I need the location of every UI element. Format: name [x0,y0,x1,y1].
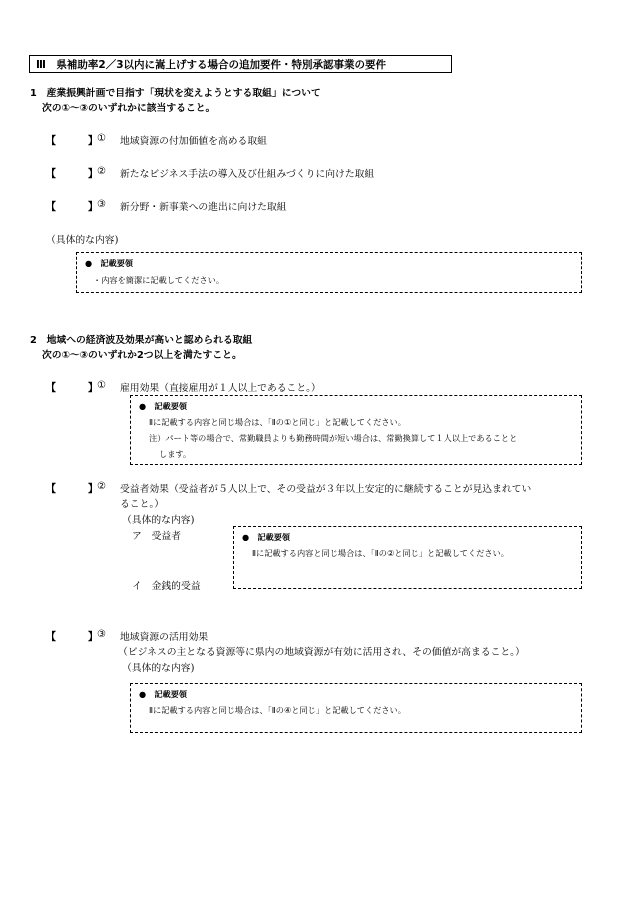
part1-heading-line2: 次の①～③のいずれかに該当すること。 [42,103,216,114]
part1-note-box[interactable] [76,252,582,293]
item-number: ③ [97,199,106,210]
note-line-3: します。 [159,449,192,459]
note-line-1: Ⅱに記載する内容と同じ場合は、「Ⅱの②と同じ」と記載してください。 [252,548,509,558]
item-text: 新たなビジネス手法の導入及び仕組みづくりに向けた取組 [120,169,375,180]
part2-heading-line1: 2 地域への経済波及効果が高いと認められる取組 [30,335,253,346]
item-number: ② [97,166,106,177]
monetary-benefit-label: イ 金銭的受益 [132,581,201,592]
checkbox-open-bracket: 【 [46,383,56,394]
checkbox-open-bracket: 【 [46,169,56,180]
checkbox-close-bracket: 】 [88,169,98,180]
note-line-1: Ⅱに記載する内容と同じ場合は、「Ⅱの①と同じ」と記載してください。 [149,417,406,427]
item-text: 雇用効果（直接雇用が１人以上であること。） [120,383,321,394]
item-number: ② [97,481,106,492]
checkbox-close-bracket: 】 [88,484,98,495]
checkbox-close-bracket: 】 [88,632,98,643]
item-text: 新分野・新事業への進出に向けた取組 [120,202,287,213]
note-body: ・内容を簡潔に記載してください。 [93,275,225,285]
item-text-line-2: ること。） [120,499,165,510]
checkbox-open-bracket: 【 [46,136,56,147]
item-text-line-2: （ビジネスの主となる資源等に県内の地域資源が有効に活用され、その価値が高まること。） [118,647,525,658]
checkbox-open-bracket: 【 [46,484,56,495]
checkbox-open-bracket: 【 [46,632,56,643]
part1-heading-line1: 1 産業振興計画で目指す「現状を変えようとする取組」について [30,88,321,99]
section-title: Ⅲ 県補助率2／3以内に嵩上げする場合の追加要件・特別承認事業の要件 [29,55,452,73]
part2-item2-detail-label: （具体的な内容) [122,515,195,526]
checkbox-open-bracket: 【 [46,202,56,213]
item-text-line-1: 受益者効果（受益者が５人以上で、その受益が３年以上安定的に継続することが見込まれてい [120,484,532,495]
part2-item3-note-box[interactable] [130,683,582,733]
checkbox-close-bracket: 】 [88,202,98,213]
note-title: ● 記載要領 [85,258,134,268]
beneficiary-label: ア 受益者 [132,531,181,542]
part2-item2-note-box[interactable] [233,526,582,589]
note-line-2: 注）パート等の場合で、常勤職員よりも勤務時間が短い場合は、常勤換算して１人以上であることと [149,433,518,443]
part1-detail-label: （具体的な内容) [46,235,119,246]
note-title: ● 記載要領 [242,532,291,542]
part2-item1-note-box[interactable] [130,395,582,465]
part2-heading-line2: 次の①～③のいずれか2つ以上を満たすこと。 [42,350,242,361]
item-number: ③ [97,629,106,640]
item-number: ① [97,133,106,144]
note-title: ● 記載要領 [139,401,188,411]
item-number: ① [97,380,106,391]
checkbox-close-bracket: 】 [88,383,98,394]
item-text: 地域資源の付加価値を高める取組 [120,136,267,147]
note-title: ● 記載要領 [139,689,188,699]
part2-item3-detail-label: （具体的な内容) [122,663,195,674]
item-text: 地域資源の活用効果 [120,632,209,643]
checkbox-close-bracket: 】 [88,136,98,147]
note-line-1: Ⅱに記載する内容と同じ場合は、「Ⅱの④と同じ」と記載してください。 [149,705,406,715]
